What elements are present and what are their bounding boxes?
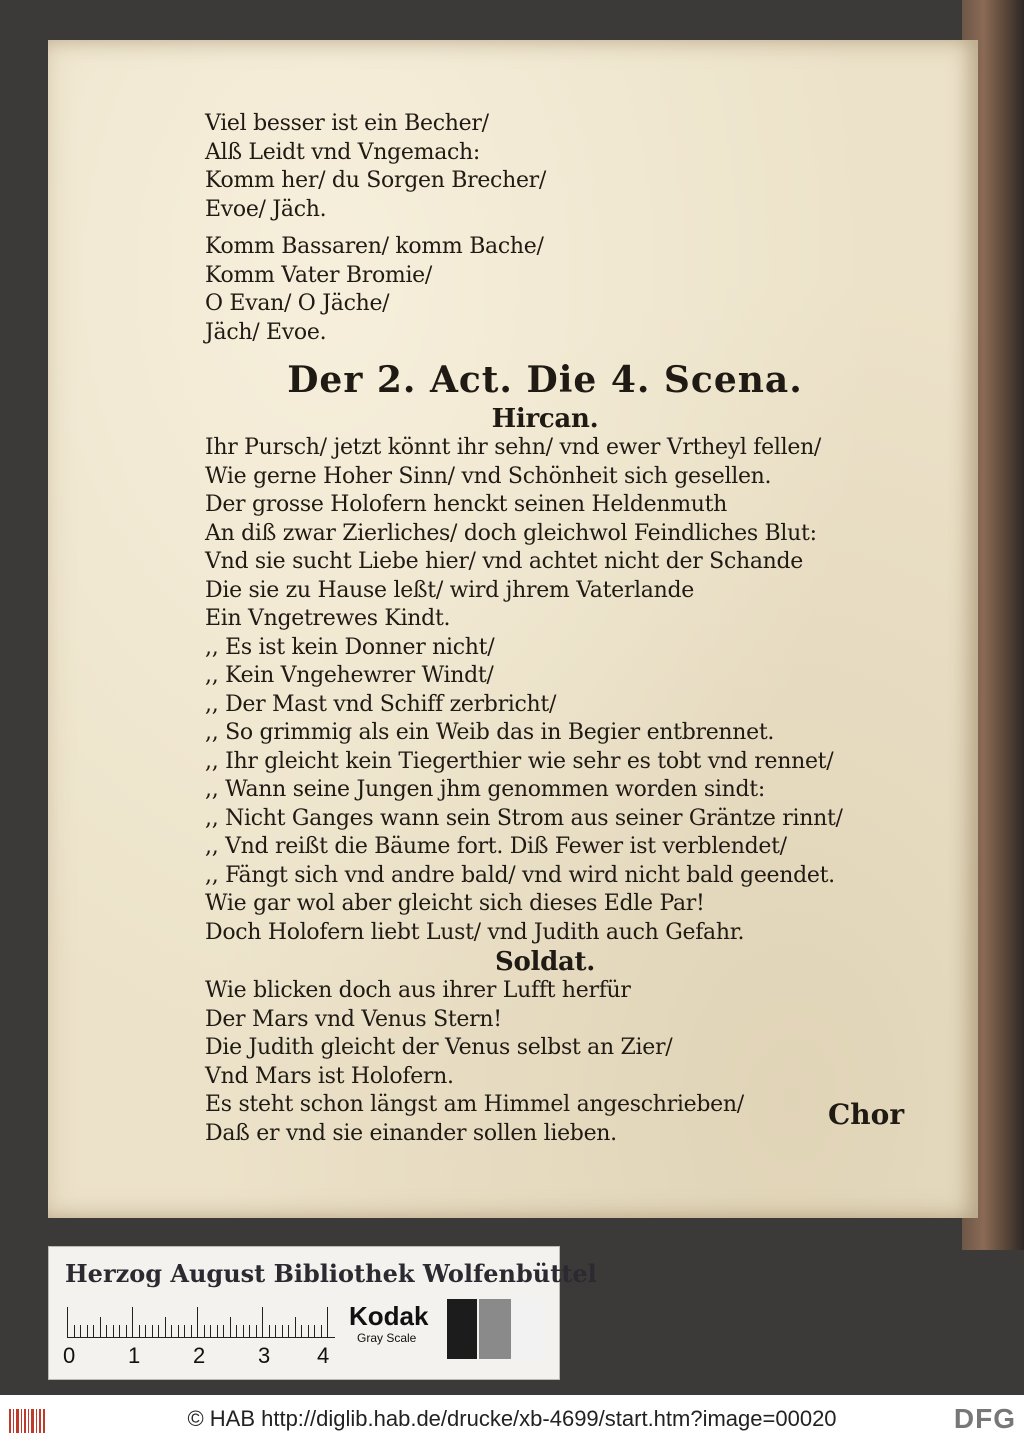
kodak-logo: Kodak — [349, 1301, 429, 1331]
verse-line: Komm Vater Bromie/ — [205, 262, 433, 288]
ruler-number: 1 — [128, 1343, 141, 1368]
ruler-tick — [171, 1325, 172, 1337]
verse-line: ,, Fängt sich vnd andre bald/ vnd wird nicht bald geendet. — [205, 862, 835, 888]
ruler-tick — [145, 1325, 146, 1337]
ruler-number: 2 — [193, 1343, 206, 1368]
footer-bar — [0, 1395, 1024, 1445]
verse-line: Alß Leidt vnd Vngemach: — [205, 139, 481, 165]
verse-line: ,, So grimmig als ein Weib das in Begier entbrennet. — [205, 720, 775, 745]
verse-line: ,, Vnd reißt die Bäume fort. Diß Fewer ist verblendet/ — [205, 834, 787, 859]
ruler-tick — [87, 1325, 88, 1337]
verse-line: ,, Der Mast vnd Schiff zerbricht/ — [205, 691, 557, 717]
verse-line: Evoe/ Jäch. — [205, 196, 327, 222]
ruler-tick — [197, 1307, 198, 1337]
verse-line: Wie blicken doch aus ihrer Lufft herfür — [205, 978, 631, 1003]
ruler-tick — [132, 1307, 133, 1337]
verse-line: ,, Nicht Ganges wann sein Strom aus seiner Gräntze rinnt/ — [205, 805, 843, 831]
ruler-tick — [230, 1317, 231, 1337]
verse-line: Viel besser ist ein Becher/ — [205, 111, 489, 136]
ruler-tick — [243, 1325, 244, 1337]
ruler-tick — [288, 1325, 289, 1337]
dfg-logo: DFG — [953, 1403, 1016, 1434]
verse-line: ,, Wann seine Jungen jhm genommen worden sindt: — [205, 777, 765, 802]
swatch-white — [511, 1299, 543, 1359]
verse-line: ,, Ihr gleicht kein Tiegerthier wie sehr es tobt vnd rennet/ — [205, 748, 834, 774]
swatch-black — [447, 1299, 477, 1359]
ruler-tick — [314, 1325, 315, 1337]
verse-line: Vnd sie sucht Liebe hier/ vnd achtet nicht der Schande — [205, 549, 804, 574]
verse-line: Daß er vnd sie einander sollen lieben. — [205, 1120, 617, 1146]
verse-line: An diß zwar Zierliches/ doch gleichwol Feindliches Blut: — [205, 520, 817, 546]
verse-line: Doch Holofern liebt Lust/ vnd Judith auch Gefahr. — [205, 919, 745, 945]
ruler-tick — [158, 1325, 159, 1337]
verse-line: Komm Bassaren/ komm Bache/ — [205, 234, 544, 259]
verse-line: Die sie zu Hause leßt/ wird jhrem Vaterlande — [205, 577, 694, 603]
ruler-tick — [282, 1325, 283, 1337]
ruler-tick — [113, 1325, 114, 1337]
speech-hircan — [205, 434, 905, 947]
ruler-tick — [184, 1325, 185, 1337]
verse-line: Jäch/ Evoe. — [205, 319, 327, 345]
ruler-tick — [74, 1325, 75, 1337]
ruler-tick — [256, 1325, 257, 1337]
ruler-tick — [269, 1325, 270, 1337]
ruler-tick — [236, 1325, 237, 1337]
ruler-tick — [262, 1307, 263, 1337]
ruler-tick — [249, 1325, 250, 1337]
verse-line: Der Mars vnd Venus Stern! — [205, 1006, 502, 1032]
verse-line: Wie gerne Hoher Sinn/ vnd Schönheit sich gesellen. — [205, 463, 772, 489]
verse-line: O Evan/ O Jäche/ — [205, 291, 390, 316]
verse-line: Die Judith gleicht der Venus selbst an Zier/ — [205, 1035, 673, 1060]
verse-line: Komm her/ du Sorgen Brecher/ — [205, 168, 547, 193]
verse-line: ,, Kein Vngehewrer Windt/ — [205, 663, 494, 688]
speaker-name-soldat: Soldat. — [495, 947, 595, 977]
speaker-name-hircan: Hircan. — [491, 404, 599, 434]
ruler-tick — [321, 1325, 322, 1337]
ruler-tick — [139, 1325, 140, 1337]
ruler-tick — [223, 1325, 224, 1337]
stanza-2 — [205, 233, 905, 347]
stanza-1 — [205, 110, 905, 224]
catchword: Chor — [828, 1098, 905, 1131]
act-heading: Der 2. Act. Die 4. Scena. — [287, 359, 803, 401]
ruler-tick — [178, 1325, 179, 1337]
ruler-tick — [93, 1325, 94, 1337]
ruler-tick — [301, 1325, 302, 1337]
ruler-number: 4 — [317, 1343, 330, 1368]
ruler-tick — [126, 1325, 127, 1337]
ruler-tick — [204, 1325, 205, 1337]
ruler-tick — [119, 1325, 120, 1337]
ruler-tick — [152, 1325, 153, 1337]
ruler-tick — [275, 1325, 276, 1337]
swatch-gray — [479, 1299, 511, 1359]
verse-line: Ihr Pursch/ jetzt könnt ihr sehn/ vnd ewer Vrtheyl fellen/ — [205, 435, 822, 460]
ruler-tick — [210, 1325, 211, 1337]
gray-scale-label: Gray Scale — [357, 1331, 417, 1345]
footer-credit: © HAB http://diglib.hab.de/drucke/xb-4699/start.htm?image=00020 — [187, 1406, 837, 1431]
ruler-tick — [327, 1307, 328, 1337]
verse-line: Es steht schon längst am Himmel angeschrieben/ — [205, 1092, 744, 1117]
verse-line: Vnd Mars ist Holofern. — [205, 1063, 454, 1089]
ruler-tick — [165, 1317, 166, 1337]
page-text — [205, 110, 905, 1148]
ruler-tick — [191, 1325, 192, 1337]
ruler-tick — [100, 1317, 101, 1337]
ruler-tick — [80, 1325, 81, 1337]
verse-line: Wie gar wol aber gleicht sich dieses Edle Par! — [205, 891, 705, 916]
ruler-number: 3 — [258, 1343, 271, 1368]
verse-line: ,, Es ist kein Donner nicht/ — [205, 634, 495, 660]
ruler-tick — [308, 1325, 309, 1337]
ruler-tick — [106, 1325, 107, 1337]
ruler-number: 0 — [63, 1343, 76, 1368]
ruler-tick — [67, 1307, 68, 1337]
ruler-tick — [295, 1317, 296, 1337]
scale-ruler — [67, 1307, 335, 1338]
ruler-tick — [217, 1325, 218, 1337]
library-name: Herzog August Bibliothek Wolfenbüttel — [65, 1259, 597, 1288]
verse-line: Der grosse Holofern henckt seinen Heldenmuth — [205, 492, 728, 517]
color-reference-card — [48, 1246, 597, 1380]
speech-soldat — [205, 977, 905, 1148]
verse-line: Ein Vngetrewes Kindt. — [205, 606, 451, 631]
